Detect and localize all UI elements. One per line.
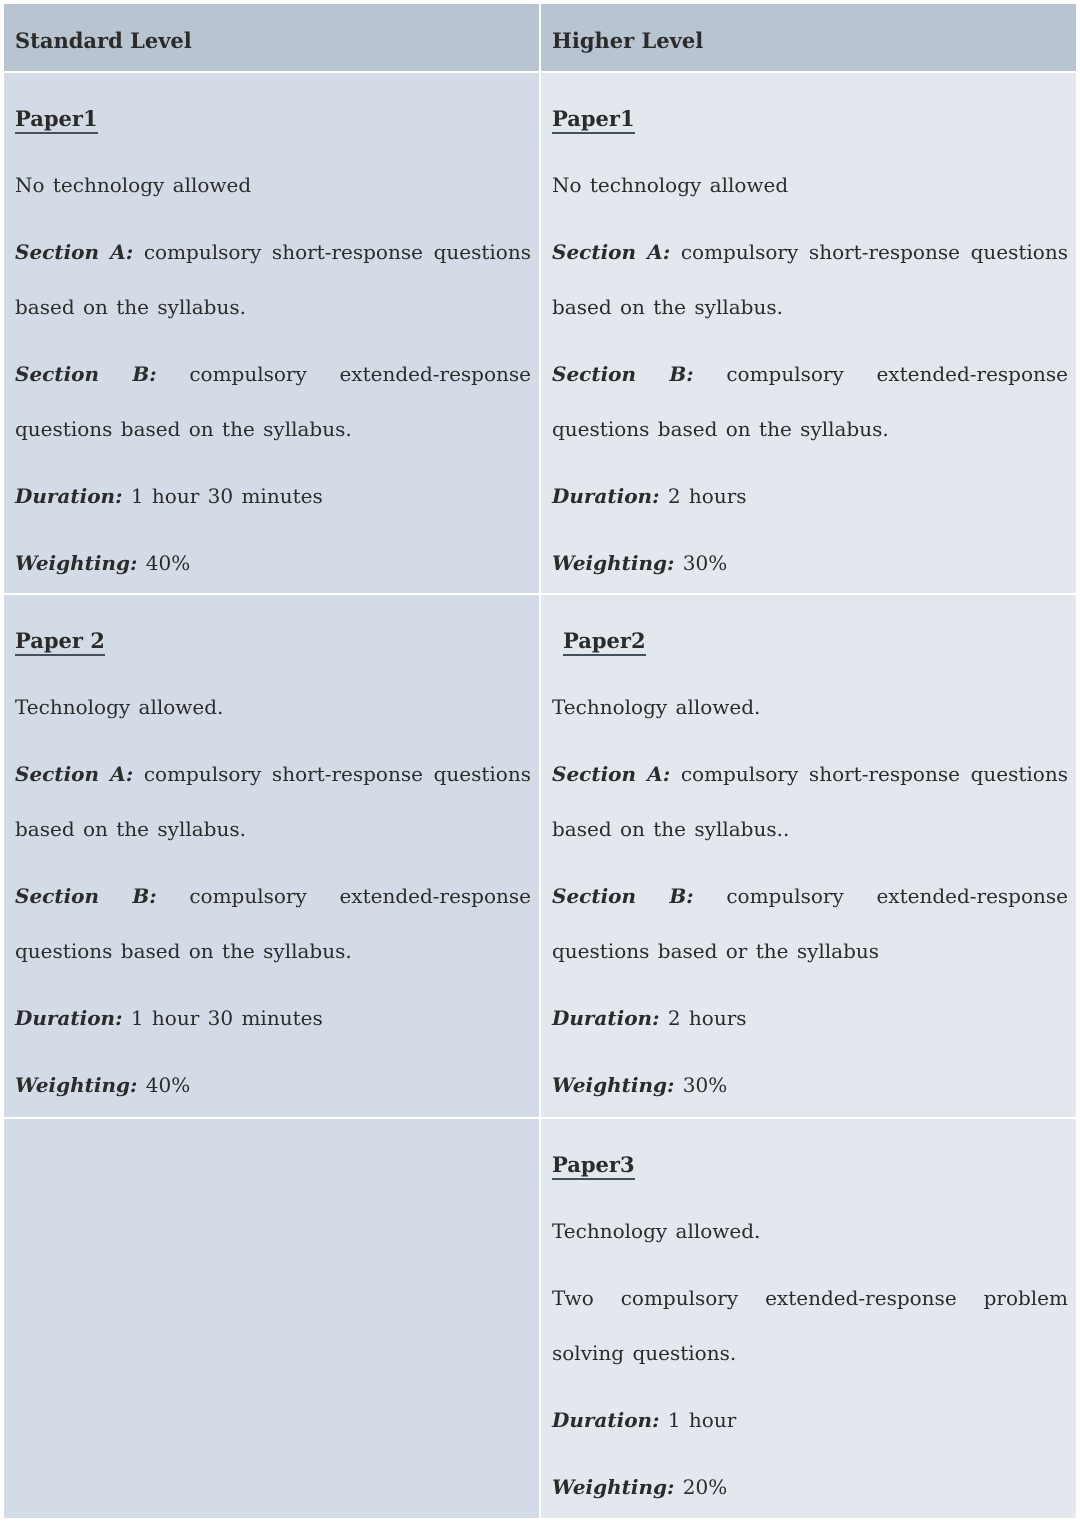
sl-empty-cell — [4, 1117, 539, 1518]
sl-paper2-section-a — [15, 747, 531, 857]
sl-paper2-cell — [4, 593, 539, 1117]
section-a-label: Section A: — [15, 240, 134, 264]
weighting-label: Weighting: — [15, 1073, 138, 1097]
hl-paper3-cell — [539, 1117, 1076, 1518]
weighting-value: 20% — [674, 1475, 728, 1499]
header-standard-label: Standard Level — [15, 28, 192, 53]
header-higher-label: Higher Level — [552, 28, 704, 53]
hl-paper1-technology: No technology allowed — [552, 173, 789, 197]
section-a-text: compulsory short-response questions based on the syllabus. — [552, 240, 1068, 319]
section-b-text: compulsory extended-response questions based or the syllabus — [552, 884, 1069, 963]
sl-paper2-weighting — [15, 1058, 531, 1113]
section-a-label: Section A: — [552, 762, 671, 786]
weighting-label: Weighting: — [552, 1073, 675, 1097]
section-a-text: compulsory short-response questions based on the syllabus. — [15, 762, 531, 841]
hl-paper1-section-a — [552, 225, 1068, 335]
weighting-value: 40% — [137, 551, 191, 575]
weighting-label: Weighting: — [552, 551, 675, 575]
duration-value: 2 hours — [659, 1006, 747, 1030]
sl-paper2-section-b — [15, 869, 531, 979]
sl-paper1-cell — [4, 71, 539, 593]
hl-paper3-title: Paper3 — [552, 1152, 635, 1180]
duration-label: Duration: — [552, 1006, 660, 1030]
weighting-label: Weighting: — [15, 551, 138, 575]
sl-paper1-section-a — [15, 225, 531, 335]
assessment-table — [4, 4, 1076, 1518]
hl-paper3-description: Two compulsory extended-response problem solving questions. — [552, 1286, 1068, 1365]
hl-paper1-section-b — [552, 347, 1068, 457]
section-b-text: compulsory extended-response questions based on the syllabus. — [15, 362, 532, 441]
section-b-label: Section B: — [552, 362, 694, 386]
section-a-label: Section A: — [15, 762, 134, 786]
section-a-label: Section A: — [552, 240, 671, 264]
sl-paper1-title: Paper1 — [15, 106, 98, 134]
hl-paper1-weighting — [552, 536, 1068, 591]
section-a-text: compulsory short-response questions based on the syllabus. — [15, 240, 531, 319]
sl-paper2-duration — [15, 991, 531, 1046]
hl-paper1-duration — [552, 469, 1068, 524]
hl-paper2-section-a — [552, 747, 1068, 857]
duration-value: 2 hours — [659, 484, 747, 508]
hl-paper1-title: Paper1 — [552, 106, 635, 134]
sl-paper1-duration — [15, 469, 531, 524]
section-b-text: compulsory extended-response questions based on the syllabus. — [552, 362, 1069, 441]
section-b-label: Section B: — [552, 884, 694, 908]
section-a-text: compulsory short-response questions based on the syllabus.. — [552, 762, 1068, 841]
weighting-value: 40% — [137, 1073, 191, 1097]
duration-label: Duration: — [15, 1006, 123, 1030]
duration-label: Duration: — [15, 484, 123, 508]
hl-paper2-duration — [552, 991, 1068, 1046]
sl-paper2-title: Paper 2 — [15, 628, 105, 656]
sl-paper1-technology: No technology allowed — [15, 173, 252, 197]
header-standard-level — [4, 4, 539, 71]
duration-value: 1 hour — [659, 1408, 737, 1432]
hl-paper3-technology: Technology allowed. — [552, 1219, 761, 1243]
hl-paper1-cell — [539, 71, 1076, 593]
hl-paper2-title: Paper2 — [563, 628, 646, 656]
duration-label: Duration: — [552, 1408, 660, 1432]
hl-paper3-duration — [552, 1393, 1068, 1448]
hl-paper2-cell — [539, 593, 1076, 1117]
hl-paper2-weighting — [552, 1058, 1068, 1113]
duration-label: Duration: — [552, 484, 660, 508]
header-higher-level — [539, 4, 1076, 71]
hl-paper3-weighting — [552, 1460, 1068, 1515]
sl-paper2-technology: Technology allowed. — [15, 695, 224, 719]
section-b-text: compulsory extended-response questions based on the syllabus. — [15, 884, 532, 963]
sl-paper1-section-b — [15, 347, 531, 457]
section-b-label: Section B: — [15, 362, 157, 386]
weighting-value: 30% — [674, 1073, 728, 1097]
sl-paper1-weighting — [15, 536, 531, 591]
section-b-label: Section B: — [15, 884, 157, 908]
weighting-value: 30% — [674, 551, 728, 575]
hl-paper2-section-b — [552, 869, 1068, 979]
weighting-label: Weighting: — [552, 1475, 675, 1499]
duration-value: 1 hour 30 minutes — [122, 484, 323, 508]
duration-value: 1 hour 30 minutes — [122, 1006, 323, 1030]
hl-paper2-technology: Technology allowed. — [552, 695, 761, 719]
